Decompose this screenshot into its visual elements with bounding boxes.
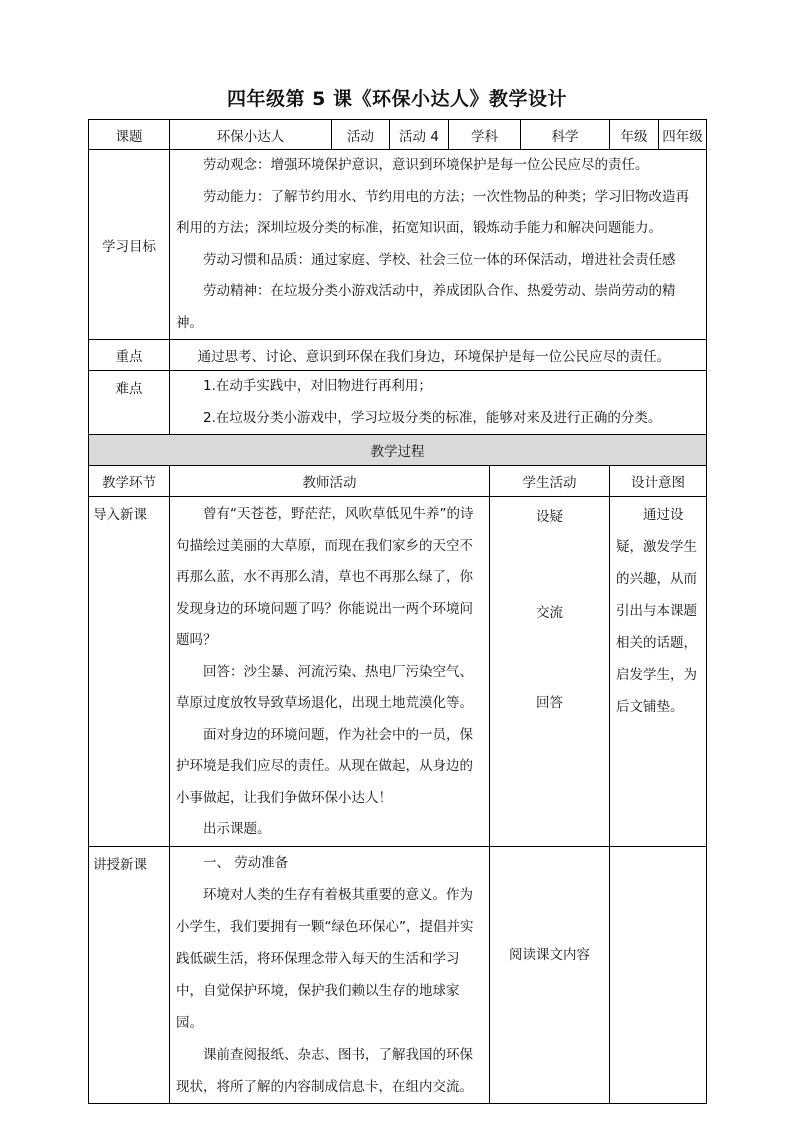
- teacher-paragraph: 曾有“天苍苍，野茫茫，风吹草低见牛养”的诗句描绘过美丽的大草原，而现在我们家乡的天空不再那么蓝，水不再那么清，草也不再那么绿了，你发现身边的环境问题了吗？你能说出一两个环境问题吗？: [176, 506, 474, 648]
- student-step: 设疑: [536, 509, 563, 525]
- process-header-row: [89, 435, 707, 466]
- objective-item: 劳动精神：在垃圾分类小游戏活动中，养成团队合作、热爱劳动、崇尚劳动的精神。: [176, 283, 676, 331]
- design-intent: [610, 846, 707, 1103]
- student-step: 阅读课文内容: [509, 946, 590, 963]
- teacher-paragraph: 课前查阅报纸、杂志、图书，了解我国的环保现状，将所了解的内容制成信息卡，在组内交流。: [176, 1046, 473, 1095]
- info-row: [89, 120, 707, 150]
- teacher-paragraph: 环境对人类的生存有着极其重要的意义。作为小学生，我们要拥有一颗“绿色环保心”，提倡并实践低碳生活，将环保理念带入每天的生活和学习中，自觉保护环境，保护我们赖以生存的地球家园。: [176, 886, 474, 1031]
- student-step: 回答: [536, 695, 563, 711]
- subject-label: 学科: [449, 120, 521, 150]
- objectives-content: [170, 150, 707, 340]
- key-point-label: 重点: [89, 340, 170, 371]
- activity-value: 活动 4: [390, 120, 449, 150]
- process-row-new-lesson: [89, 846, 707, 1103]
- difficulty-item: 1.在动手实践中，对旧物进行再利用；: [203, 378, 432, 394]
- difficulty-row: [89, 371, 707, 435]
- objective-item: 劳动习惯和品质：通过家庭、学校、社会三位一体的环保活动，增进社会责任感: [203, 251, 676, 268]
- lesson-value: 环保小达人: [170, 120, 332, 150]
- intent-text: 通过设疑，激发学生的兴趣，从而引出与本课题相关的话题，启发学生，为后文铺垫。: [616, 507, 697, 715]
- process-header: 教学过程: [89, 435, 707, 466]
- student-step: 交流: [536, 605, 563, 621]
- process-columns-row: [89, 466, 707, 497]
- teacher-paragraph: 面对身边的环境问题，作为社会中的一员，保护环境是我们应尽的责任。从现在做起，从身边的小事做起，让我们争做环保小达人！: [176, 726, 473, 806]
- grade-value: 四年级: [659, 120, 707, 150]
- lesson-label: 课题: [89, 120, 170, 150]
- objectives-label: 学习目标: [89, 150, 170, 340]
- difficulty-content: [170, 371, 707, 435]
- process-row-intro: [89, 497, 707, 847]
- key-point-row: [89, 340, 707, 371]
- column-header-teacher: 教师活动: [170, 466, 490, 497]
- difficulty-item: 2.在垃圾分类小游戏中，学习垃圾分类的标准，能够对来及进行正确的分类。: [203, 409, 662, 426]
- teacher-activity: [170, 497, 490, 847]
- student-activity: [490, 497, 610, 847]
- objective-item: 劳动观念：增强环境保护意识，意识到环境保护是每一位公民应尽的责任。: [203, 157, 649, 173]
- design-intent: [610, 497, 707, 847]
- column-header-student: 学生活动: [490, 466, 610, 497]
- objective-item: 劳动能力：了解节约用水、节约用电的方法；一次性物品的种类；学习旧物改造再利用的方法；深圳垃圾分类的标准，拓宽知识面，锻炼动手能力和解决问题能力。: [176, 188, 689, 236]
- activity-label: 活动: [332, 120, 390, 150]
- grade-label: 年级: [610, 120, 659, 150]
- column-header-stage: 教学环节: [89, 466, 170, 497]
- stage-label: 讲授新课: [89, 846, 170, 1103]
- document-title: 四年级第 5 课《环保小达人》教学设计: [227, 88, 567, 110]
- lesson-plan-table: [88, 119, 707, 1104]
- teacher-paragraph: 出示课题。: [203, 821, 271, 837]
- stage-label: 导入新课: [89, 497, 170, 847]
- difficulty-label: 难点: [89, 371, 170, 435]
- teacher-paragraph: 回答：沙尘暴、河流污染、热电厂污染空气、草原过度放牧导致草场退化，出现土地荒漠化等。: [176, 663, 473, 711]
- key-point-content: [170, 340, 707, 371]
- teacher-activity: [170, 846, 490, 1103]
- column-header-intent: 设计意图: [610, 466, 707, 497]
- student-activity: [490, 846, 610, 1103]
- teacher-paragraph: 一、 劳动准备: [203, 854, 289, 871]
- subject-value: 科学: [521, 120, 610, 150]
- key-point-text: 通过思考、讨论、意识到环保在我们身边，环境保护是每一位公民应尽的责任。: [197, 349, 671, 365]
- objectives-row: [89, 150, 707, 340]
